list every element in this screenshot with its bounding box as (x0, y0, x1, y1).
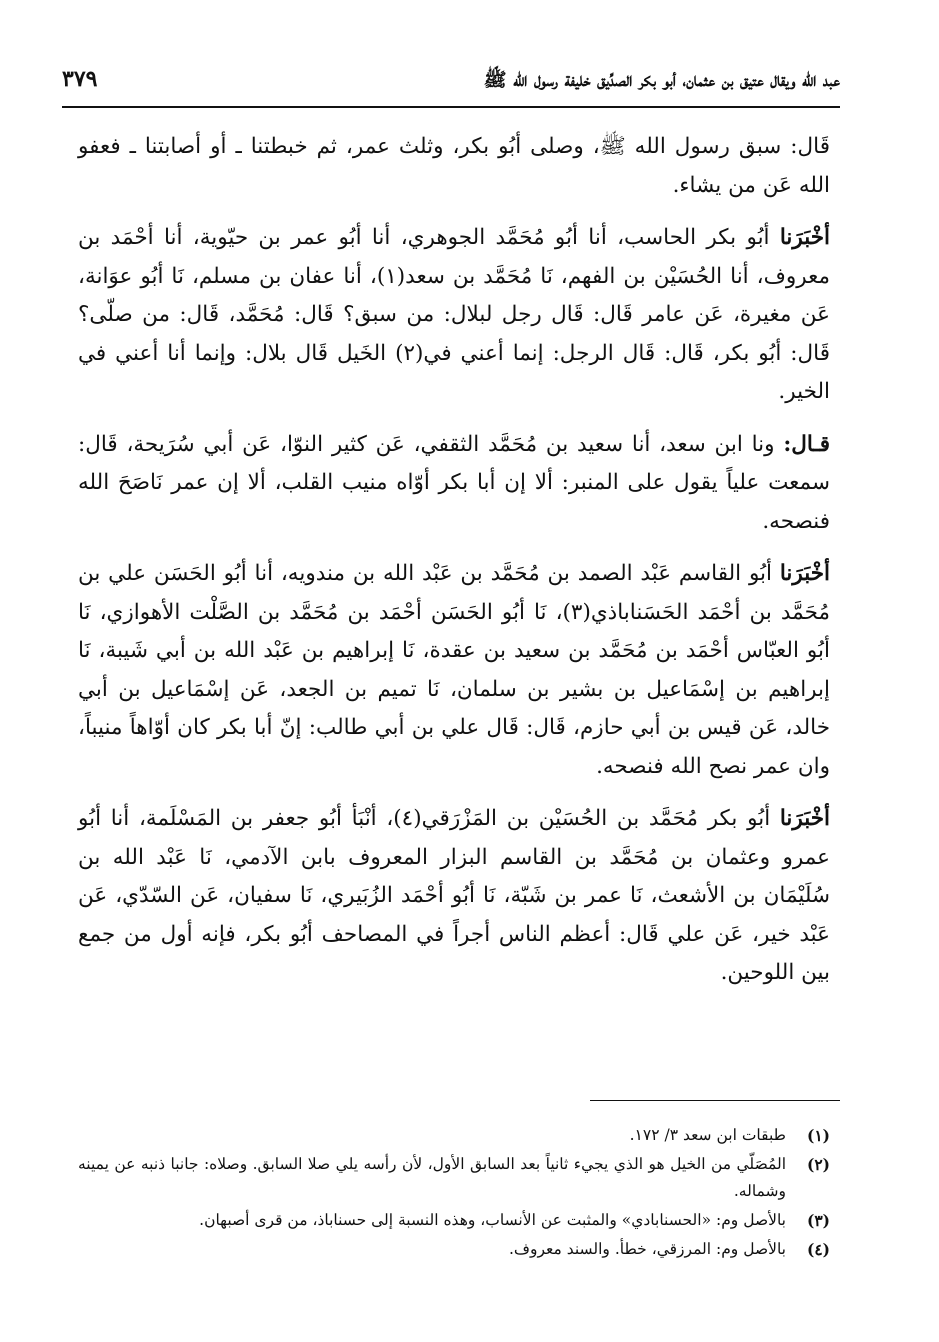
footnotes (78, 1122, 830, 1265)
paragraph-2 (78, 219, 830, 412)
footnote-1 (78, 1122, 830, 1149)
paragraph-lead: أخْبَرَنا (779, 225, 830, 250)
footnote-text: بالأصل وم: المرزقي، خطأ. والسند معروف. (509, 1240, 786, 1258)
footnote-rule (590, 1100, 840, 1101)
footnote-3 (78, 1207, 830, 1234)
running-head (62, 62, 840, 102)
footnote-number: (٣) (806, 1211, 830, 1230)
paragraph-lead: أخْبَرَنا (779, 806, 831, 831)
paragraph-text: ونا ابن سعد، أنا سعيد بن مُحَمَّد الثقفي، عَن كثير النوّا، عَن أبي سُرَيحة، قَال: سمعت علياً يقول على المنبر: ألا إن أبا بكر أوّاه منيب القلب، ألا إن عمر نَاصَحَ الله فنصحه. (78, 431, 830, 534)
paragraph-lead: أخْبَرَنا (779, 561, 830, 586)
paragraph-text: أبُو القاسم عَبْد الصمد بن مُحَمَّد بن عَبْد الله بن مندويه، أنا أبُو الحَسَن علي بن مُحَمَّد بن أحْمَد الحَسَناباذي(٣)، نَا أبُو الحَسَن أحْمَد بن مُحَمَّد بن الصَّلْت الأهوازي، نَا أبُو العبّاس أحْمَد بن مُحَمَّد بن سعيد بن عقدة، نَا إبراهيم بن عَبْد الله بن أبي شَيبة، نَا إبراهيم بن إسْمَاعيل بن بشير بن سلمان، نَا تميم بن الجعد، عَن إسْمَاعيل بن أبي خالد، عَن قيس بن أبي حازم، قَال: قَال علي بن أبي طالب: إنّ أبا بكر كان أوّاهاً منيباً، وان عمر نصح الله فنصحه. (78, 561, 831, 779)
footnote-text: المُصَلّي من الخيل هو الذي يجيء ثانياً بعد السابق الأول، لأن رأسه يلي صلا السابق. وصلاه: جانبا ذنبه عن يمينه وشماله. (78, 1155, 786, 1200)
footnote-number: (١) (806, 1126, 830, 1145)
paragraph-4 (78, 555, 830, 786)
footnote-2 (78, 1151, 830, 1205)
page-number: ٣٧٩ (62, 66, 98, 92)
paragraph-5 (78, 800, 830, 993)
footnote-number: (٤) (806, 1240, 830, 1259)
paragraph-lead: قـال: (783, 431, 830, 457)
paragraph-text: أبُو بكر الحاسب، أنا أبُو مُحَمَّد الجوهري، أنا أبُو عمر بن حيّوية، أنا أحْمَد بن معروف، أنا الحُسَيْن بن الفهم، نَا مُحَمَّد بن سعد(١)، أنا عفان بن مسلم، نَا أبُو عوَانة، عَن مغيرة، عَن عامر قَال: قَال رجل لبلال: من سبق؟ قَال: مُحَمَّد، قَال: من صلّى؟ قَال: أبُو بكر، قَال: قَال الرجل: إنما أعني في(٢) الخَيل قَال بلال: وإنما أنا أعني في الخير. (78, 225, 831, 404)
footnote-text: طبقات ابن سعد ٣/ ١٧٢. (629, 1126, 786, 1144)
running-title: عبد الله ويقال عتيق بن عثمان، أبو بكر الصدِّيق خليفة رسول الله ﷺ (483, 69, 840, 91)
header-rule (62, 106, 840, 108)
paragraph-1 (78, 128, 830, 205)
paragraph-text: أبُو بكر مُحَمَّد بن الحُسَيْن بن المَزْرَقي(٤)، أنْبَأ أبُو جعفر بن المَسْلَمة، أنا أبُو عمرو وعثمان بن مُحَمَّد بن القاسم البزار المعروف بابن الآدمي، نَا عَبْد الله بن سُلَيْمَان بن الأشعث، نَا عمر بن شَبّة، نَا أبُو أحْمَد الزُبَيري، نَا سفيان، عَن السّدّي، عَن عَبْد خير، عَن علي قَال: أعظم الناس أجراً في المصاحف أبُو بكر، فإنه أول من جمع بين اللوحين. (78, 806, 830, 985)
paragraph-3 (78, 426, 830, 542)
footnote-text: بالأصل وم: «الحسنابادي» والمثبت عن الأنساب، وهذه النسبة إلى حسناباذ، من قرى أصبهان. (199, 1211, 786, 1229)
footnote-number: (٢) (806, 1155, 830, 1174)
footnote-4 (78, 1236, 830, 1263)
main-text (78, 128, 830, 1007)
paragraph-text: قَال: سبق رسول الله ﷺ، وصلى أبُو بكر، وثلث عمر، ثم خبطتنا ـ أو أصابتنا ـ فعفو الله عَن من يشاء. (78, 134, 830, 198)
